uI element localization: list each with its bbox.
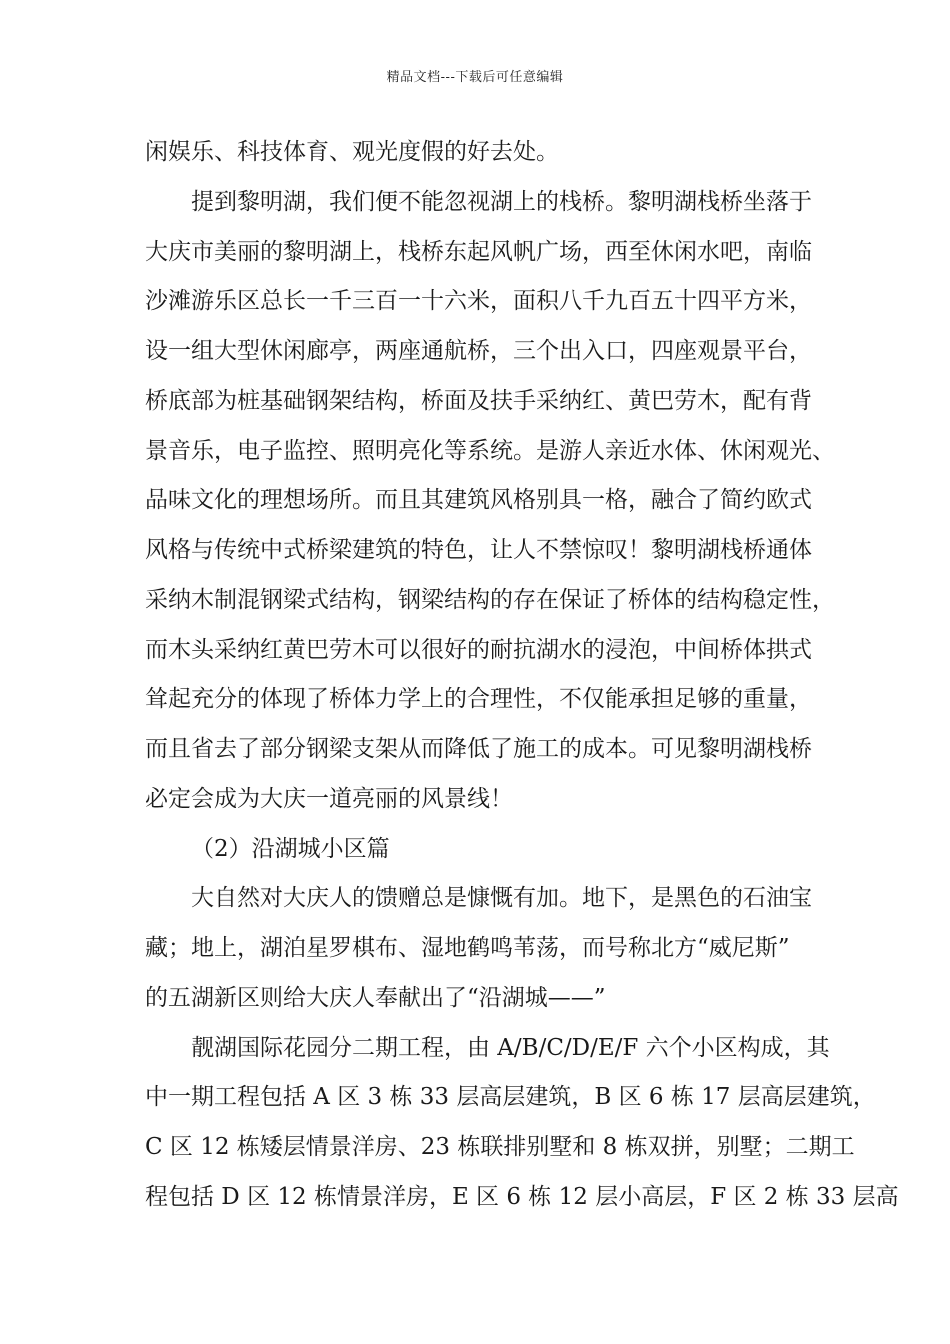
section-heading: （2）沿湖城小区篇 — [191, 835, 390, 862]
text-line: 的五湖新区则给大庆人奉献出了“沿湖城——” — [145, 984, 606, 1011]
page-header: 精品文档---下载后可任意编辑 — [386, 70, 564, 85]
text-line: 桥底部为桩基础钢架结构，桥面及扶手采纳红、黄巴劳木，配有背 — [145, 387, 812, 414]
text-line: 品味文化的理想场所。而且其建筑风格别具一格，融合了简约欧式 — [145, 487, 812, 514]
text-line: 大庆市美丽的黎明湖上，栈桥东起风帆广场，西至休闲水吧，南临 — [145, 238, 812, 265]
text-line: 设一组大型休闲廊亭，两座通航桥，三个出入口，四座观景平台， — [145, 338, 812, 364]
text-line: 景音乐，电子监控、照明亮化等系统。是游人亲近水体、休闲观光、 — [145, 437, 835, 464]
text-line: 沙滩游乐区总长一千三百一十六米，面积八千九百五十四平方米， — [145, 288, 812, 315]
text-line: 提到黎明湖，我们便不能忽视湖上的栈桥。黎明湖栈桥坐落于 — [191, 188, 812, 215]
text-line: 靓湖国际花园分二期工程，由 A/B/C/D/E/F 六个小区构成，其 — [191, 1034, 830, 1061]
text-line: 藏；地上，湖泊星罗棋布、湿地鹤鸣苇荡，而号称北方“威尼斯” — [145, 935, 790, 961]
text-line: 而且省去了部分钢梁支架从而降低了施工的成本。可见黎明湖栈桥 — [145, 736, 812, 762]
text-line: 大自然对大庆人的馈赠总是慷慨有加。地下，是黑色的石油宝 — [191, 885, 812, 912]
text-line: 采纳木制混钢梁式结构，钢梁结构的存在保证了桥体的结构稳定性， — [145, 586, 835, 613]
text-line: C 区 12 栋矮层情景洋房、23 栋联排别墅和 8 栋双拼，别墅；二期工 — [145, 1134, 855, 1160]
text-line: 必定会成为大庆一道亮丽的风景线！ — [145, 785, 513, 812]
text-line: 闲娱乐、科技体育、观光度假的好去处。 — [145, 139, 559, 165]
text-line: 风格与传统中式桥梁建筑的特色，让人不禁惊叹！黎明湖栈桥通体 — [145, 537, 812, 563]
text-line: 程包括 D 区 12 栋情景洋房，E 区 6 栋 12 层小高层，F 区 2 栋 33 层高 — [145, 1183, 899, 1210]
text-line: 耸起充分的体现了桥体力学上的合理性，不仅能承担足够的重量， — [145, 686, 812, 713]
text-line: 中一期工程包括 A 区 3 栋 33 层高层建筑，B 区 6 栋 17 层高层建筑， — [145, 1084, 876, 1111]
document-body — [145, 128, 899, 1223]
text-line: 而木头采纳红黄巴劳木可以很好的耐抗湖水的浸泡，中间桥体拱式 — [145, 636, 812, 663]
